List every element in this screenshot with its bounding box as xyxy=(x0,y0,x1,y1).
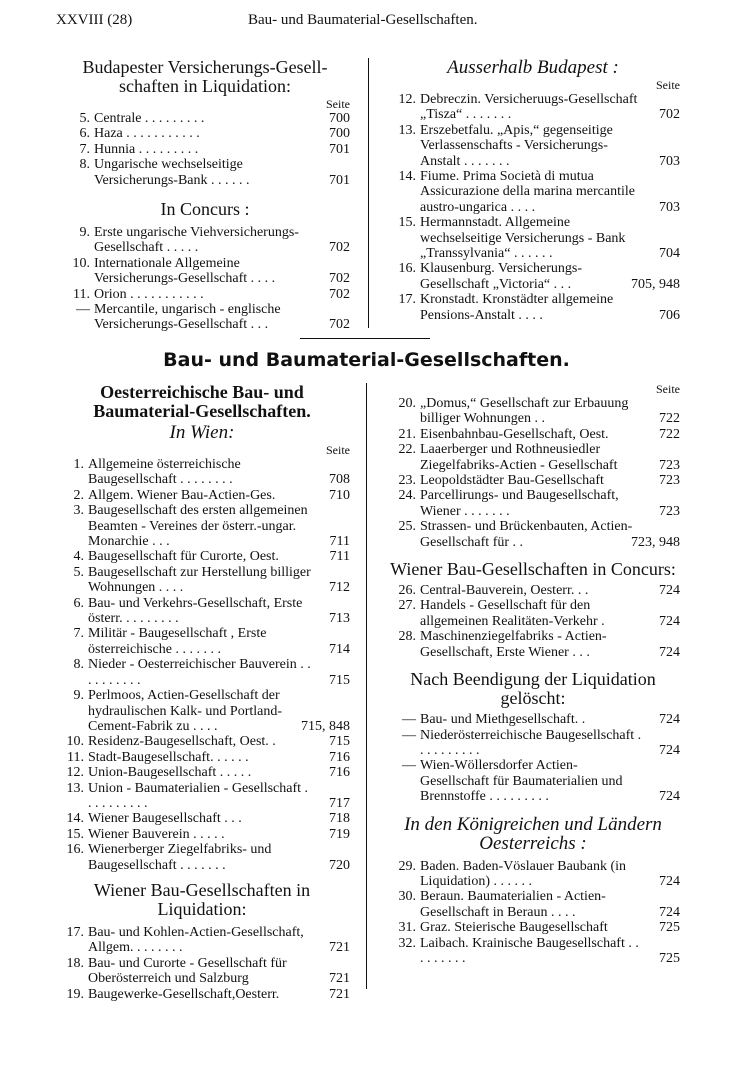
entry-number: — xyxy=(76,302,90,318)
entry-page: 708 xyxy=(329,472,350,488)
section-title: Bau- und Baumaterial-Gesellschaften. xyxy=(163,349,570,371)
bottom-left-column xyxy=(54,383,350,1002)
index-entry xyxy=(386,488,680,519)
index-entry xyxy=(60,302,350,333)
entry-number: — xyxy=(402,712,416,728)
index-entry xyxy=(386,629,680,660)
running-title: Bau- und Baumaterial-Gesellschaften. xyxy=(248,12,478,28)
entry-number: 20. xyxy=(398,396,416,411)
entry-text: Baugesellschaft für Curorte, Oest. xyxy=(88,549,279,565)
entry-text: Baugewerke-Gesellschaft,Oesterr. xyxy=(88,986,280,1002)
entry-number: 29. xyxy=(398,858,416,874)
index-entry xyxy=(54,781,350,812)
top-right-column xyxy=(386,58,680,323)
wien-concurs-heading: Wiener Bau-Gesellschaften in Concurs: xyxy=(390,559,676,580)
entry-text: Nieder - Oesterreichischer Bauverein . . . . . . . . . . xyxy=(88,657,311,688)
entry-page: 724 xyxy=(659,789,680,805)
geloescht-heading: Nach Beendigung der Liquidation gelöscht: xyxy=(410,669,656,709)
entry-number: 8. xyxy=(73,657,84,673)
ausserhalb-budapest-heading: Ausserhalb Budapest : xyxy=(447,57,619,78)
index-entry xyxy=(386,261,680,292)
index-entry xyxy=(386,728,680,759)
entry-text: Strassen- und Brückenbauten, Actien-Gesellschaft für . . xyxy=(420,519,633,550)
entry-text: Wiener Baugesellschaft . . . xyxy=(88,811,242,827)
bottom-right-list-4 xyxy=(386,859,680,967)
entry-page: 700 xyxy=(329,126,350,142)
entry-number: 17. xyxy=(66,924,84,940)
entry-number: 10. xyxy=(66,734,84,750)
index-entry xyxy=(386,442,680,473)
entry-text: Bau- und Verkehrs-Gesellschaft, Erste österr. . . . . . . . . xyxy=(88,595,303,627)
entry-page: 723 xyxy=(659,503,680,519)
bottom-left-list-2 xyxy=(54,925,350,1002)
index-entry xyxy=(60,157,350,188)
entry-text: Fiume. Prima Società di mutua Assicurazione della marina mercantile austro-ungarica . . . . xyxy=(420,169,635,215)
entry-number: 22. xyxy=(398,442,416,458)
entry-number: 12. xyxy=(66,765,84,781)
entry-page: 715 xyxy=(329,672,350,688)
entry-number: 28. xyxy=(398,629,416,645)
entry-number: 12. xyxy=(398,92,416,107)
entry-number: 1. xyxy=(73,457,84,472)
index-entry xyxy=(60,142,350,157)
entry-number: 26. xyxy=(398,583,416,599)
entry-page: 716 xyxy=(329,765,350,781)
entry-page: 701 xyxy=(329,141,350,157)
entry-text: Eisenbahnbau-Gesellschaft, Oest. xyxy=(420,426,609,442)
index-entry xyxy=(54,549,350,564)
entry-number: 13. xyxy=(66,780,84,796)
entry-number: 14. xyxy=(66,811,84,827)
entry-text: Leopoldstädter Bau-Gesellschaft xyxy=(420,473,604,489)
entry-text: Klausenburg. Versicherungs-Gesellschaft „Victoria“ . . . xyxy=(420,261,583,292)
top-left-list-1 xyxy=(60,111,350,188)
entry-text: Handels - Gesellschaft für den allgemeinen Realitäten-Verkehr . xyxy=(420,598,605,629)
entry-page: 724 xyxy=(659,742,680,758)
entry-page: 724 xyxy=(659,712,680,728)
entry-text: Baugesellschaft zur Herstellung billiger Wohnungen . . . . xyxy=(88,564,311,596)
entry-text: Laibach. Krainische Baugesellschaft . . . . . . . . . xyxy=(420,935,639,966)
entry-page: 724 xyxy=(659,644,680,660)
index-entry xyxy=(54,457,350,488)
entry-text: Wiener Bauverein . . . . . xyxy=(88,826,225,842)
bottom-right-list-1 xyxy=(386,396,680,550)
entry-text: Wienerberger Ziegelfabriks- und Baugesellschaft . . . . . . . xyxy=(88,842,272,873)
entry-number: 6. xyxy=(73,595,84,611)
entry-text: Baden. Baden-Vöslauer Baubank (in Liquidation) . . . . . . xyxy=(420,858,627,889)
index-entry xyxy=(386,712,680,727)
entry-number: 16. xyxy=(66,842,84,858)
entry-page: 724 xyxy=(659,904,680,920)
in-concurs-heading: In Concurs : xyxy=(160,199,250,220)
index-entry xyxy=(60,111,350,126)
seite-label: Seite xyxy=(326,97,350,111)
entry-number: 25. xyxy=(398,519,416,535)
bottom-left-list-1 xyxy=(54,457,350,873)
entry-number: 14. xyxy=(398,169,416,185)
index-entry xyxy=(386,859,680,890)
entry-page: 723, 948 xyxy=(631,534,680,550)
entry-text: Allgemeine österreichische Baugesellschaft . . . . . . . . xyxy=(88,457,241,488)
section-divider xyxy=(300,338,430,339)
index-entry xyxy=(386,123,680,169)
entry-page: 722 xyxy=(659,426,680,442)
index-entry xyxy=(386,598,680,629)
entry-page: 723 xyxy=(659,473,680,489)
entry-page: 703 xyxy=(659,153,680,169)
entry-text: Mercantile, ungarisch - englische Versicherungs-Gesellschaft . . . xyxy=(94,302,281,333)
entry-text: Haza . . . . . . . . . . . xyxy=(94,126,200,142)
entry-number: 7. xyxy=(73,626,84,642)
in-wien-heading: In Wien: xyxy=(169,422,235,443)
entry-number: 9. xyxy=(73,688,84,704)
entry-page: 702 xyxy=(329,271,350,287)
entry-text: Centrale . . . . . . . . . xyxy=(94,111,205,126)
bottom-right-column xyxy=(386,383,680,966)
index-entry xyxy=(60,256,350,287)
entry-page: 722 xyxy=(659,411,680,427)
entry-page: 705, 948 xyxy=(631,276,680,292)
index-entry xyxy=(386,936,680,967)
bottom-column-divider xyxy=(366,383,367,989)
entry-number: 5. xyxy=(79,111,90,126)
entry-page: 721 xyxy=(329,986,350,1002)
page-number: XXVIII (28) xyxy=(56,12,133,28)
index-entry xyxy=(54,565,350,596)
entry-page: 702 xyxy=(329,317,350,333)
entry-text: Union-Baugesellschaft . . . . . xyxy=(88,765,252,781)
index-entry xyxy=(54,750,350,765)
entry-text: Union - Baumaterialien - Gesellschaft . . . . . . . . . . xyxy=(88,780,309,811)
index-entry xyxy=(54,765,350,780)
top-column-divider xyxy=(368,58,369,328)
index-entry xyxy=(54,488,350,503)
entry-page: 710 xyxy=(329,487,350,503)
entry-page: 713 xyxy=(329,611,350,627)
entry-number: 7. xyxy=(79,141,90,157)
index-entry xyxy=(386,473,680,488)
entry-number: 11. xyxy=(67,749,84,765)
index-entry xyxy=(54,842,350,873)
entry-text: Ungarische wechselseitige Versicherungs-Bank . . . . . . xyxy=(94,157,250,188)
entry-page: 724 xyxy=(659,583,680,599)
entry-text: Internationale Allgemeine Versicherungs-Gesellschaft . . . . xyxy=(94,255,276,287)
index-entry xyxy=(386,758,680,804)
entry-number: 2. xyxy=(73,487,84,503)
index-entry xyxy=(60,126,350,141)
entry-page: 715, 848 xyxy=(301,718,350,734)
koenigreichen-heading: In den Königreichen und Ländern Oesterreichs : xyxy=(404,813,662,854)
bottom-right-list-2 xyxy=(386,583,680,660)
entry-text: Erste ungarische Viehversicherungs-Gesellschaft . . . . . xyxy=(94,225,299,256)
top-left-list-2 xyxy=(60,225,350,333)
bottom-right-list-3 xyxy=(386,712,680,804)
entry-number: 30. xyxy=(398,889,416,905)
entry-text: Wien-Wöllersdorfer Actien-Gesellschaft für Baumaterialien und Brennstoffe . . . . . . . . . xyxy=(420,758,623,805)
index-entry xyxy=(54,734,350,749)
entry-text: Parcellirungs- und Baugesellschaft, Wiener . . . . . . . xyxy=(420,488,619,519)
entry-page: 724 xyxy=(659,613,680,629)
entry-page: 711 xyxy=(329,534,350,550)
entry-page: 715 xyxy=(329,734,350,750)
index-entry xyxy=(54,956,350,987)
entry-number: 3. xyxy=(73,503,84,519)
entry-text: Beraun. Baumaterialien - Actien-Gesellschaft in Beraun . . . . xyxy=(420,889,606,920)
entry-number: 11. xyxy=(73,286,90,302)
oesterreichische-heading: Oesterreichische Bau- und Baumaterial-Gesellschaften. xyxy=(93,382,311,421)
entry-number: 9. xyxy=(79,225,90,241)
entry-number: 19. xyxy=(66,986,84,1002)
entry-number: 15. xyxy=(66,826,84,842)
entry-page: 701 xyxy=(329,172,350,188)
entry-text: Maschinenziegelfabriks - Actien-Gesellschaft, Erste Wiener . . . xyxy=(420,629,607,660)
entry-text: Laaerberger und Rothneusiedler Ziegelfabriks-Actien - Gesellschaft xyxy=(420,442,618,473)
entry-page: 717 xyxy=(329,795,350,811)
entry-page: 721 xyxy=(329,940,350,956)
entry-page: 723 xyxy=(659,457,680,473)
entry-number: 27. xyxy=(398,598,416,614)
entry-number: 24. xyxy=(398,488,416,504)
entry-number: 21. xyxy=(398,426,416,442)
entry-page: 724 xyxy=(659,873,680,889)
entry-page: 702 xyxy=(329,240,350,256)
entry-text: Bau- und Miethgesellschaft. . xyxy=(420,712,586,728)
entry-text: Bau- und Kohlen-Actien-Gesellschaft, Allgem. . . . . . . . xyxy=(88,924,304,956)
entry-number: — xyxy=(402,727,416,743)
entry-text: Erszebetfalu. „Apis,“ gegenseitige Verlassenschafts - Versicherungs-Anstalt . . . . . . . xyxy=(420,122,613,169)
entry-text: Orion . . . . . . . . . . . xyxy=(94,286,204,302)
entry-number: 13. xyxy=(398,122,416,138)
entry-page: 704 xyxy=(659,246,680,262)
top-left-column xyxy=(60,58,350,333)
entry-page: 720 xyxy=(329,857,350,873)
entry-number: — xyxy=(402,758,416,774)
entry-page: 719 xyxy=(329,826,350,842)
entry-number: 5. xyxy=(73,564,84,580)
entry-number: 15. xyxy=(398,215,416,231)
top-right-list xyxy=(386,92,680,323)
index-entry xyxy=(386,292,680,323)
entry-number: 16. xyxy=(398,261,416,277)
index-entry xyxy=(60,287,350,302)
index-entry xyxy=(386,92,680,123)
seite-label: Seite xyxy=(326,443,350,457)
index-entry xyxy=(60,225,350,256)
entry-page: 703 xyxy=(659,199,680,215)
entry-number: 8. xyxy=(79,157,90,173)
entry-text: Kronstadt. Kronstädter allgemeine Pensions-Anstalt . . . . xyxy=(420,292,614,323)
index-entry xyxy=(54,626,350,657)
index-entry xyxy=(54,987,350,1002)
index-entry xyxy=(54,657,350,688)
entry-text: Bau- und Curorte - Gesellschaft für Oberösterreich und Salzburg xyxy=(88,955,287,987)
entry-page: 716 xyxy=(329,749,350,765)
entry-page: 721 xyxy=(329,971,350,987)
entry-page: 706 xyxy=(659,307,680,323)
entry-page: 700 xyxy=(329,111,350,126)
index-entry xyxy=(386,519,680,550)
entry-text: Graz. Steierische Baugesellschaft xyxy=(420,920,608,936)
entry-text: Central-Bauverein, Oesterr. . . xyxy=(420,583,589,599)
index-entry xyxy=(386,889,680,920)
entry-text: „Domus,“ Gesellschaft zur Erbauung billiger Wohnungen . . xyxy=(420,396,629,427)
index-entry xyxy=(54,503,350,549)
seite-label: Seite xyxy=(656,78,680,92)
index-entry xyxy=(54,688,350,734)
entry-page: 702 xyxy=(659,107,680,123)
entry-text: Residenz-Baugesellschaft, Oest. . xyxy=(88,734,276,750)
entry-text: Hermannstadt. Allgemeine wechselseitige Versicherungs - Bank „Transsylvania“ . . . . . . xyxy=(420,215,626,262)
entry-page: 714 xyxy=(329,641,350,657)
entry-number: 23. xyxy=(398,473,416,489)
index-entry xyxy=(386,427,680,442)
index-entry xyxy=(386,169,680,215)
entry-page: 712 xyxy=(329,580,350,596)
entry-page: 702 xyxy=(329,286,350,302)
index-entry xyxy=(54,827,350,842)
seite-label: Seite xyxy=(656,382,680,396)
entry-text: Allgem. Wiener Bau-Actien-Ges. xyxy=(88,487,276,503)
entry-text: Niederösterreichische Baugesellschaft . . . . . . . . . . xyxy=(420,727,642,758)
entry-number: 4. xyxy=(73,549,84,565)
entry-number: 18. xyxy=(66,955,84,971)
wien-liquidation-heading: Wiener Bau-Gesellschaften in Liquidation: xyxy=(93,879,311,919)
entry-number: 17. xyxy=(398,292,416,308)
entry-number: 31. xyxy=(398,920,416,936)
index-entry xyxy=(54,811,350,826)
entry-number: 6. xyxy=(79,126,90,142)
entry-page: 725 xyxy=(659,950,680,966)
entry-text: Hunnia . . . . . . . . . xyxy=(94,141,199,157)
index-entry xyxy=(54,596,350,627)
index-entry xyxy=(54,925,350,956)
budapest-liquidation-heading: Budapester Versicherungs-Gesell-schaften in Liquidation: xyxy=(82,57,328,96)
index-entry xyxy=(386,396,680,427)
index-entry xyxy=(386,583,680,598)
entry-page: 725 xyxy=(659,920,680,936)
index-entry xyxy=(386,920,680,935)
entry-page: 711 xyxy=(329,549,350,565)
entry-number: 32. xyxy=(398,935,416,951)
entry-text: Militär - Baugesellschaft , Erste österreichische . . . . . . . xyxy=(88,626,267,657)
entry-text: Perlmoos, Actien-Gesellschaft der hydraulischen Kalk- und Portland-Cement-Fabrik zu . . . . xyxy=(88,688,283,734)
entry-text: Debreczin. Versicheruugs-Gesellschaft „Tisza“ . . . . . . . xyxy=(420,92,638,123)
entry-number: 10. xyxy=(72,255,90,271)
entry-text: Stadt-Baugesellschaft. . . . . . xyxy=(88,749,249,765)
index-entry xyxy=(386,215,680,261)
entry-text: Baugesellschaft des ersten allgemeinen Beamten - Vereines der österr.-ungar. Monarchie . . . xyxy=(88,503,308,550)
entry-page: 718 xyxy=(329,811,350,827)
